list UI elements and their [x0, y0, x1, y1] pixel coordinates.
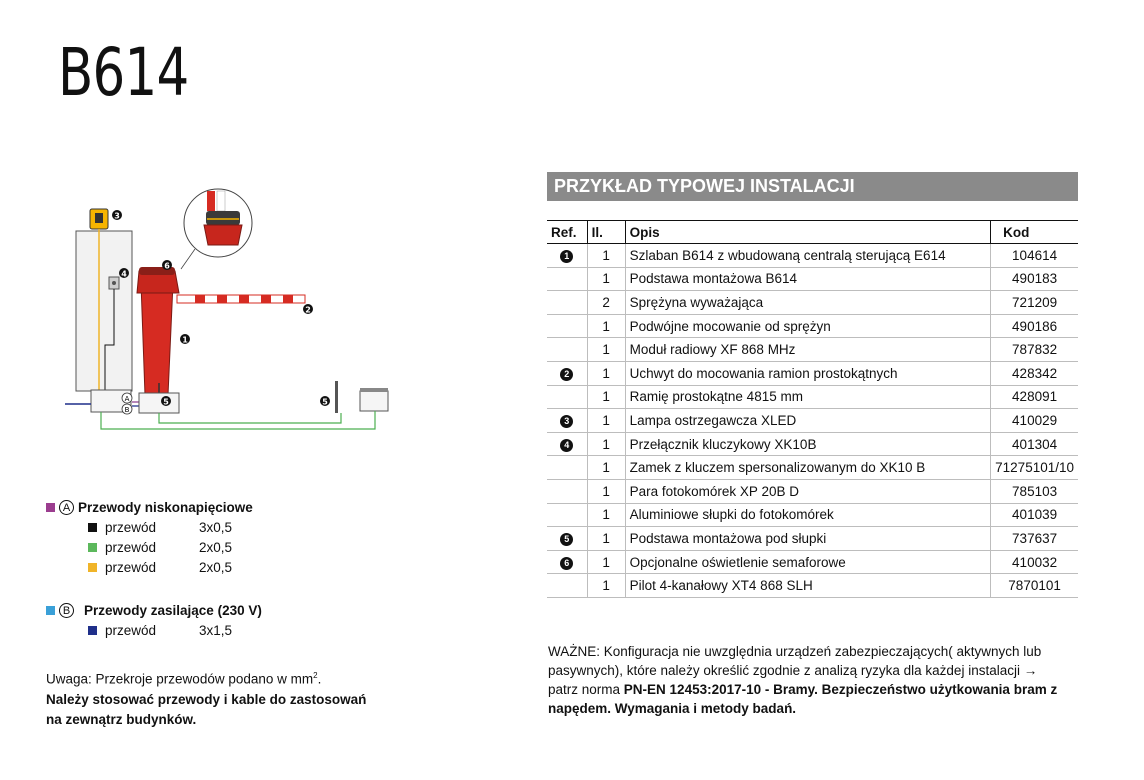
- cell-code: 7870101: [991, 574, 1078, 598]
- installation-diagram: [55, 185, 400, 440]
- svg-text:A: A: [124, 395, 130, 403]
- cell-qty: 1: [587, 338, 625, 362]
- cell-ref: [547, 244, 587, 268]
- legend-color-square: [46, 503, 55, 512]
- cell-ref: [547, 432, 587, 456]
- cell-code: 401304: [991, 432, 1078, 456]
- table-row: [547, 267, 1078, 291]
- wire-size: 2x0,5: [199, 560, 233, 575]
- cell-qty: 1: [587, 503, 625, 527]
- cell-ref: [547, 314, 587, 338]
- cell-code: 490186: [991, 314, 1078, 338]
- cell-qty: 1: [587, 385, 625, 409]
- cell-qty: 1: [587, 574, 625, 598]
- cell-desc: Para fotokomórek XP 20B D: [625, 479, 991, 503]
- wire-row: [88, 560, 253, 575]
- cell-code: 401039: [991, 503, 1078, 527]
- cell-ref: [547, 574, 587, 598]
- ref-badge: 5: [560, 533, 573, 546]
- table-row: [547, 361, 1078, 385]
- ref-badge: 1: [560, 250, 573, 263]
- table-row: [547, 456, 1078, 480]
- table-row: [547, 503, 1078, 527]
- legend-power-title: Przewody zasilające (230 V): [84, 603, 262, 618]
- note-line3: na zewnątrz budynków.: [46, 711, 197, 727]
- photocell-post: [335, 381, 338, 413]
- cell-desc: Szlaban B614 z wbudowaną centralą sterującą E614: [625, 244, 991, 268]
- cell-code: 428342: [991, 361, 1078, 385]
- cell-qty: 1: [587, 527, 625, 551]
- table-row: [547, 244, 1078, 268]
- table-row: [547, 574, 1078, 598]
- cell-qty: 1: [587, 361, 625, 385]
- cell-code: 490183: [991, 267, 1078, 291]
- wall-pillar: [76, 231, 132, 391]
- wire-row: [88, 623, 262, 638]
- ref-badge: 6: [560, 557, 573, 570]
- cell-desc: Zamek z kluczem spersonalizowanym do XK10 B: [625, 456, 991, 480]
- wire-color-black: [88, 523, 97, 532]
- table-row: [547, 338, 1078, 362]
- cell-ref: [547, 361, 587, 385]
- cable-note: [46, 666, 366, 730]
- cell-qty: 1: [587, 244, 625, 268]
- svg-text:2: 2: [305, 305, 311, 315]
- cell-desc: Lampa ostrzegawcza XLED: [625, 409, 991, 433]
- cable-letter-a: A: [59, 500, 74, 515]
- note-superscript: 2: [313, 671, 318, 680]
- cell-qty: 1: [587, 314, 625, 338]
- cell-desc: Ramię prostokątne 4815 mm: [625, 385, 991, 409]
- section-header: PRZYKŁAD TYPOWEJ INSTALACJI: [547, 172, 1078, 201]
- warning-text: WAŻNE: Konfiguracja nie uwzględnia urządzeń zabezpieczających( aktywnych lub pasywnych), które należy określić zgodnie z analizą ryzyka dla każdej instalacji → patrz norma: [548, 644, 1042, 697]
- cell-desc: Podwójne mocowanie od sprężyn: [625, 314, 991, 338]
- cell-code: 737637: [991, 527, 1078, 551]
- cell-ref: [547, 550, 587, 574]
- cell-desc: Opcjonalne oświetlenie semaforowe: [625, 550, 991, 574]
- cell-qty: 1: [587, 550, 625, 574]
- cell-qty: 1: [587, 456, 625, 480]
- wire-color-blue: [88, 626, 97, 635]
- cell-qty: 2: [587, 291, 625, 315]
- cell-code: 71275101/10: [991, 456, 1078, 480]
- cell-code: 428091: [991, 385, 1078, 409]
- header-qty: Il.: [587, 221, 625, 244]
- svg-text:5: 5: [322, 397, 328, 407]
- cell-desc: Podstawa montażowa pod słupki: [625, 527, 991, 551]
- ref-badge: 3: [560, 415, 573, 428]
- legend-low-voltage-title: Przewody niskonapięciowe: [78, 500, 253, 515]
- wire-row: [88, 540, 253, 555]
- note-line1-suffix: .: [317, 671, 322, 687]
- table-row: [547, 291, 1078, 315]
- cell-desc: Moduł radiowy XF 868 MHz: [625, 338, 991, 362]
- table-row: [547, 550, 1078, 574]
- wire-label: przewód: [105, 540, 157, 555]
- callout-2: [303, 304, 313, 315]
- note-line2: Należy stosować przewody i kable do zastosowań: [46, 691, 367, 707]
- cell-ref: [547, 385, 587, 409]
- cell-code: 410029: [991, 409, 1078, 433]
- barrier-arm: [177, 295, 305, 303]
- cell-desc: Uchwyt do mocowania ramion prostokątnych: [625, 361, 991, 385]
- callout-5b: [320, 396, 330, 407]
- wire-label: przewód: [105, 520, 157, 535]
- barrier-body: [141, 283, 173, 395]
- header-code: Kod: [991, 221, 1078, 244]
- svg-text:1: 1: [182, 335, 188, 345]
- cell-ref: [547, 267, 587, 291]
- cell-code: 721209: [991, 291, 1078, 315]
- warning-standard: PN-EN 12453:2017-10 - Bramy. Bezpieczeństwo użytkowania bram z napędem. Wymagania i metody badań.: [548, 682, 1058, 716]
- wire-label: przewód: [105, 623, 157, 638]
- table-row: [547, 409, 1078, 433]
- table-row: [547, 527, 1078, 551]
- cell-code: 104614: [991, 244, 1078, 268]
- svg-text:B: B: [124, 406, 130, 414]
- cell-code: 410032: [991, 550, 1078, 574]
- wire-color-yellow: [88, 563, 97, 572]
- table-row: [547, 479, 1078, 503]
- cell-desc: Sprężyna wyważająca: [625, 291, 991, 315]
- table-row: [547, 385, 1078, 409]
- svg-text:6: 6: [164, 261, 170, 271]
- cell-ref: [547, 479, 587, 503]
- wire-size: 3x1,5: [199, 623, 233, 638]
- cell-ref: [547, 527, 587, 551]
- cable-a-marker: [122, 393, 132, 403]
- header-desc: Opis: [625, 221, 991, 244]
- cell-qty: 1: [587, 409, 625, 433]
- cell-desc: Aluminiowe słupki do fotokomórek: [625, 503, 991, 527]
- cell-qty: 1: [587, 432, 625, 456]
- important-warning: [548, 642, 1068, 718]
- svg-text:4: 4: [121, 269, 127, 279]
- wire-label: przewód: [105, 560, 157, 575]
- cell-desc: Podstawa montażowa B614: [625, 267, 991, 291]
- table-header-row: [547, 221, 1078, 244]
- ref-badge: 2: [560, 368, 573, 381]
- cell-code: 785103: [991, 479, 1078, 503]
- wire-color-green: [88, 543, 97, 552]
- ref-badge: 4: [560, 439, 573, 452]
- parts-table: [547, 220, 1078, 598]
- post-base-box: [360, 391, 388, 411]
- cell-ref: [547, 291, 587, 315]
- callout-3: [112, 210, 122, 221]
- cell-qty: 1: [587, 479, 625, 503]
- callout-1: [180, 334, 190, 345]
- legend-power: [46, 603, 262, 638]
- wire-size: 2x0,5: [199, 540, 233, 555]
- cable-b-marker: [122, 404, 132, 414]
- cell-code: 787832: [991, 338, 1078, 362]
- svg-text:5: 5: [163, 397, 169, 407]
- legend-low-voltage: [46, 500, 253, 575]
- barrier-base-box: [139, 393, 179, 413]
- cell-ref: [547, 409, 587, 433]
- cell-ref: [547, 456, 587, 480]
- wire-size: 3x0,5: [199, 520, 233, 535]
- svg-text:3: 3: [114, 211, 120, 221]
- header-ref: Ref.: [547, 221, 587, 244]
- legend-color-square: [46, 606, 55, 615]
- cell-ref: [547, 503, 587, 527]
- cell-desc: Przełącznik kluczykowy XK10B: [625, 432, 991, 456]
- model-title: B614: [58, 34, 189, 111]
- note-line1: Uwaga: Przekroje przewodów podano w mm: [46, 671, 314, 687]
- cable-letter-b: B: [59, 603, 74, 618]
- table-row: [547, 432, 1078, 456]
- table-row: [547, 314, 1078, 338]
- cell-qty: 1: [587, 267, 625, 291]
- cell-ref: [547, 338, 587, 362]
- cell-desc: Pilot 4-kanałowy XT4 868 SLH: [625, 574, 991, 598]
- wire-row: [88, 520, 253, 535]
